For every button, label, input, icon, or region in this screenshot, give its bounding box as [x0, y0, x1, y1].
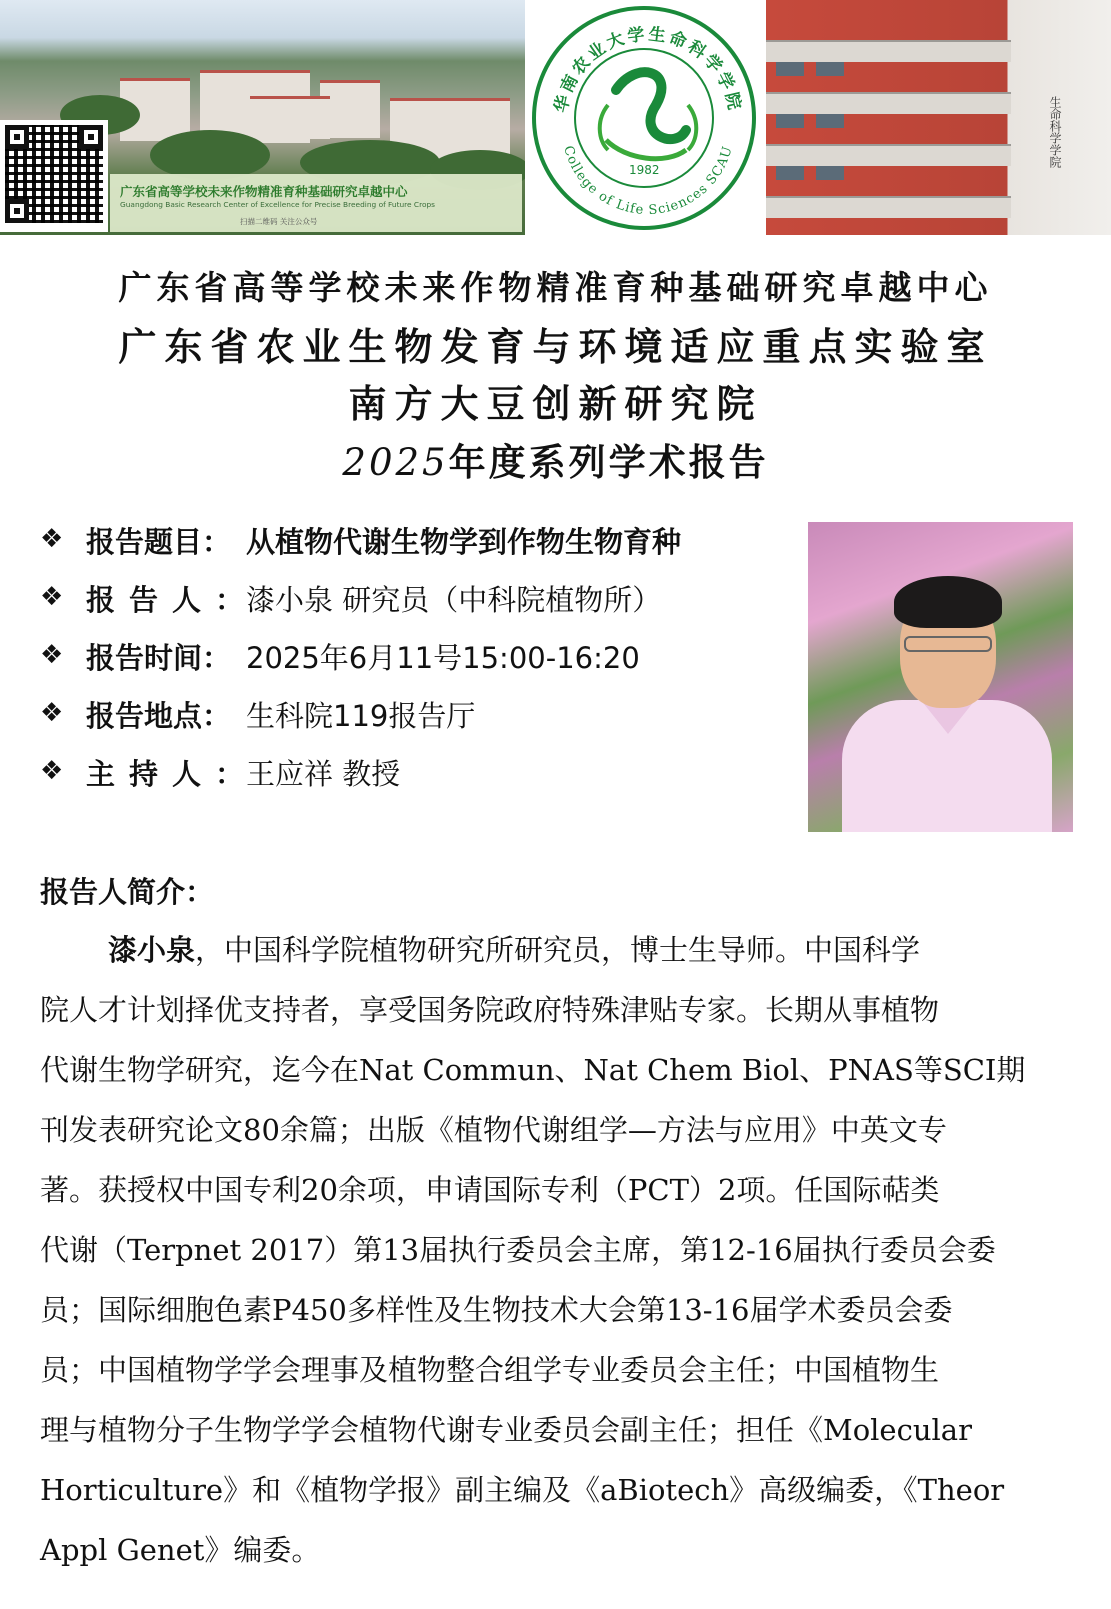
bullet-icon: ❖ — [40, 582, 64, 612]
bio-line: 员；中国植物学学会理事及植物整合组学专业委员会主任；中国植物生 — [40, 1353, 940, 1387]
seal-text-en: College of Life Sciences SCAU — [560, 144, 736, 219]
title-line-1: 广东省高等学校未来作物精准育种基础研究卓越中心 — [118, 268, 993, 307]
building-sign: 生命科学学院 — [1048, 96, 1062, 168]
title-series: 年度系列学术报告 — [448, 441, 769, 484]
bullet-icon: ❖ — [40, 698, 64, 728]
seal-logo — [532, 6, 756, 230]
info-label-topic: 报告题目： — [86, 525, 232, 559]
bio-line: Horticulture》和《植物学报》副主编及《aBiotech》高级编委，《Theor — [40, 1473, 1005, 1507]
bio-line: 代谢（Terpnet 2017）第13届执行委员会主席，第12-16届执行委员会委 — [40, 1233, 996, 1267]
speaker-bio — [40, 920, 1080, 1580]
bio-line: Appl Genet》编委。 — [40, 1533, 321, 1567]
info-label-speaker: 报告人： — [86, 583, 245, 617]
bio-line: 著。获授权中国专利20余项，申请国际专利（PCT）2项。任国际萜类 — [40, 1173, 940, 1207]
bio-line: 员；国际细胞色素P450多样性及生物技术大会第13-16届学术委员会委 — [40, 1293, 953, 1327]
info-label-host: 主持人： — [86, 757, 245, 791]
info-label-location: 报告地点： — [86, 699, 232, 733]
bullet-icon: ❖ — [40, 524, 64, 554]
info-value-host: 王应祥 教授 — [246, 757, 401, 791]
banner-caption-en: Guangdong Basic Research Center of Excellence for Precise Breeding of Future Crops — [120, 200, 436, 209]
info-value-location: 生科院119报告厅 — [246, 699, 476, 733]
bio-heading: 报告人简介： — [40, 875, 215, 909]
info-value-time: 2025年6月11号15:00-16:20 — [246, 641, 640, 675]
college-seal — [526, 0, 764, 235]
building-photo — [766, 0, 1111, 235]
header-banner — [0, 0, 1111, 235]
bullet-icon: ❖ — [40, 756, 64, 786]
bio-speaker-name: 漆小泉 — [108, 933, 196, 967]
info-value-speaker: 漆小泉 研究员（中科院植物所） — [246, 583, 662, 617]
info-value-topic: 从植物代谢生物学到作物生物育种 — [246, 525, 682, 559]
banner-caption-cn: 广东省高等学校未来作物精准育种基础研究卓越中心 — [120, 184, 408, 199]
bio-line: 院人才计划择优支持者，享受国务院政府特殊津贴专家。长期从事植物 — [40, 993, 940, 1027]
bio-line: 理与植物分子生物学学会植物代谢专业委员会副主任；担任《Molecular — [40, 1413, 972, 1447]
title-line-2: 广东省农业生物发育与环境适应重点实验室 — [118, 325, 993, 369]
title-year: 2025 — [342, 441, 449, 484]
title-line-3: 南方大豆创新研究院 — [348, 382, 763, 426]
seal-year: 1982 — [629, 163, 660, 177]
title-line-4 — [0, 432, 1111, 486]
bio-line: 漆小泉，中国科学院植物研究所研究员，博士生导师。中国科学 — [108, 933, 921, 967]
bio-line: 刊发表研究论文80余篇；出版《植物代谢组学—方法与应用》中英文专 — [40, 1113, 947, 1147]
speaker-portrait — [808, 522, 1073, 832]
banner-caption-sub: 扫描二维码 关注公众号 — [240, 217, 318, 226]
banner-caption — [110, 174, 522, 232]
bio-line: 代谢生物学研究，迄今在Nat Commun、Nat Chem Biol、PNAS等SCI期 — [40, 1053, 1026, 1087]
bullet-icon: ❖ — [40, 640, 64, 670]
qr-code[interactable] — [0, 120, 108, 232]
seal-text-cn: 华南农业大学生命科学学院 — [551, 24, 745, 115]
info-label-time: 报告时间： — [86, 641, 232, 675]
